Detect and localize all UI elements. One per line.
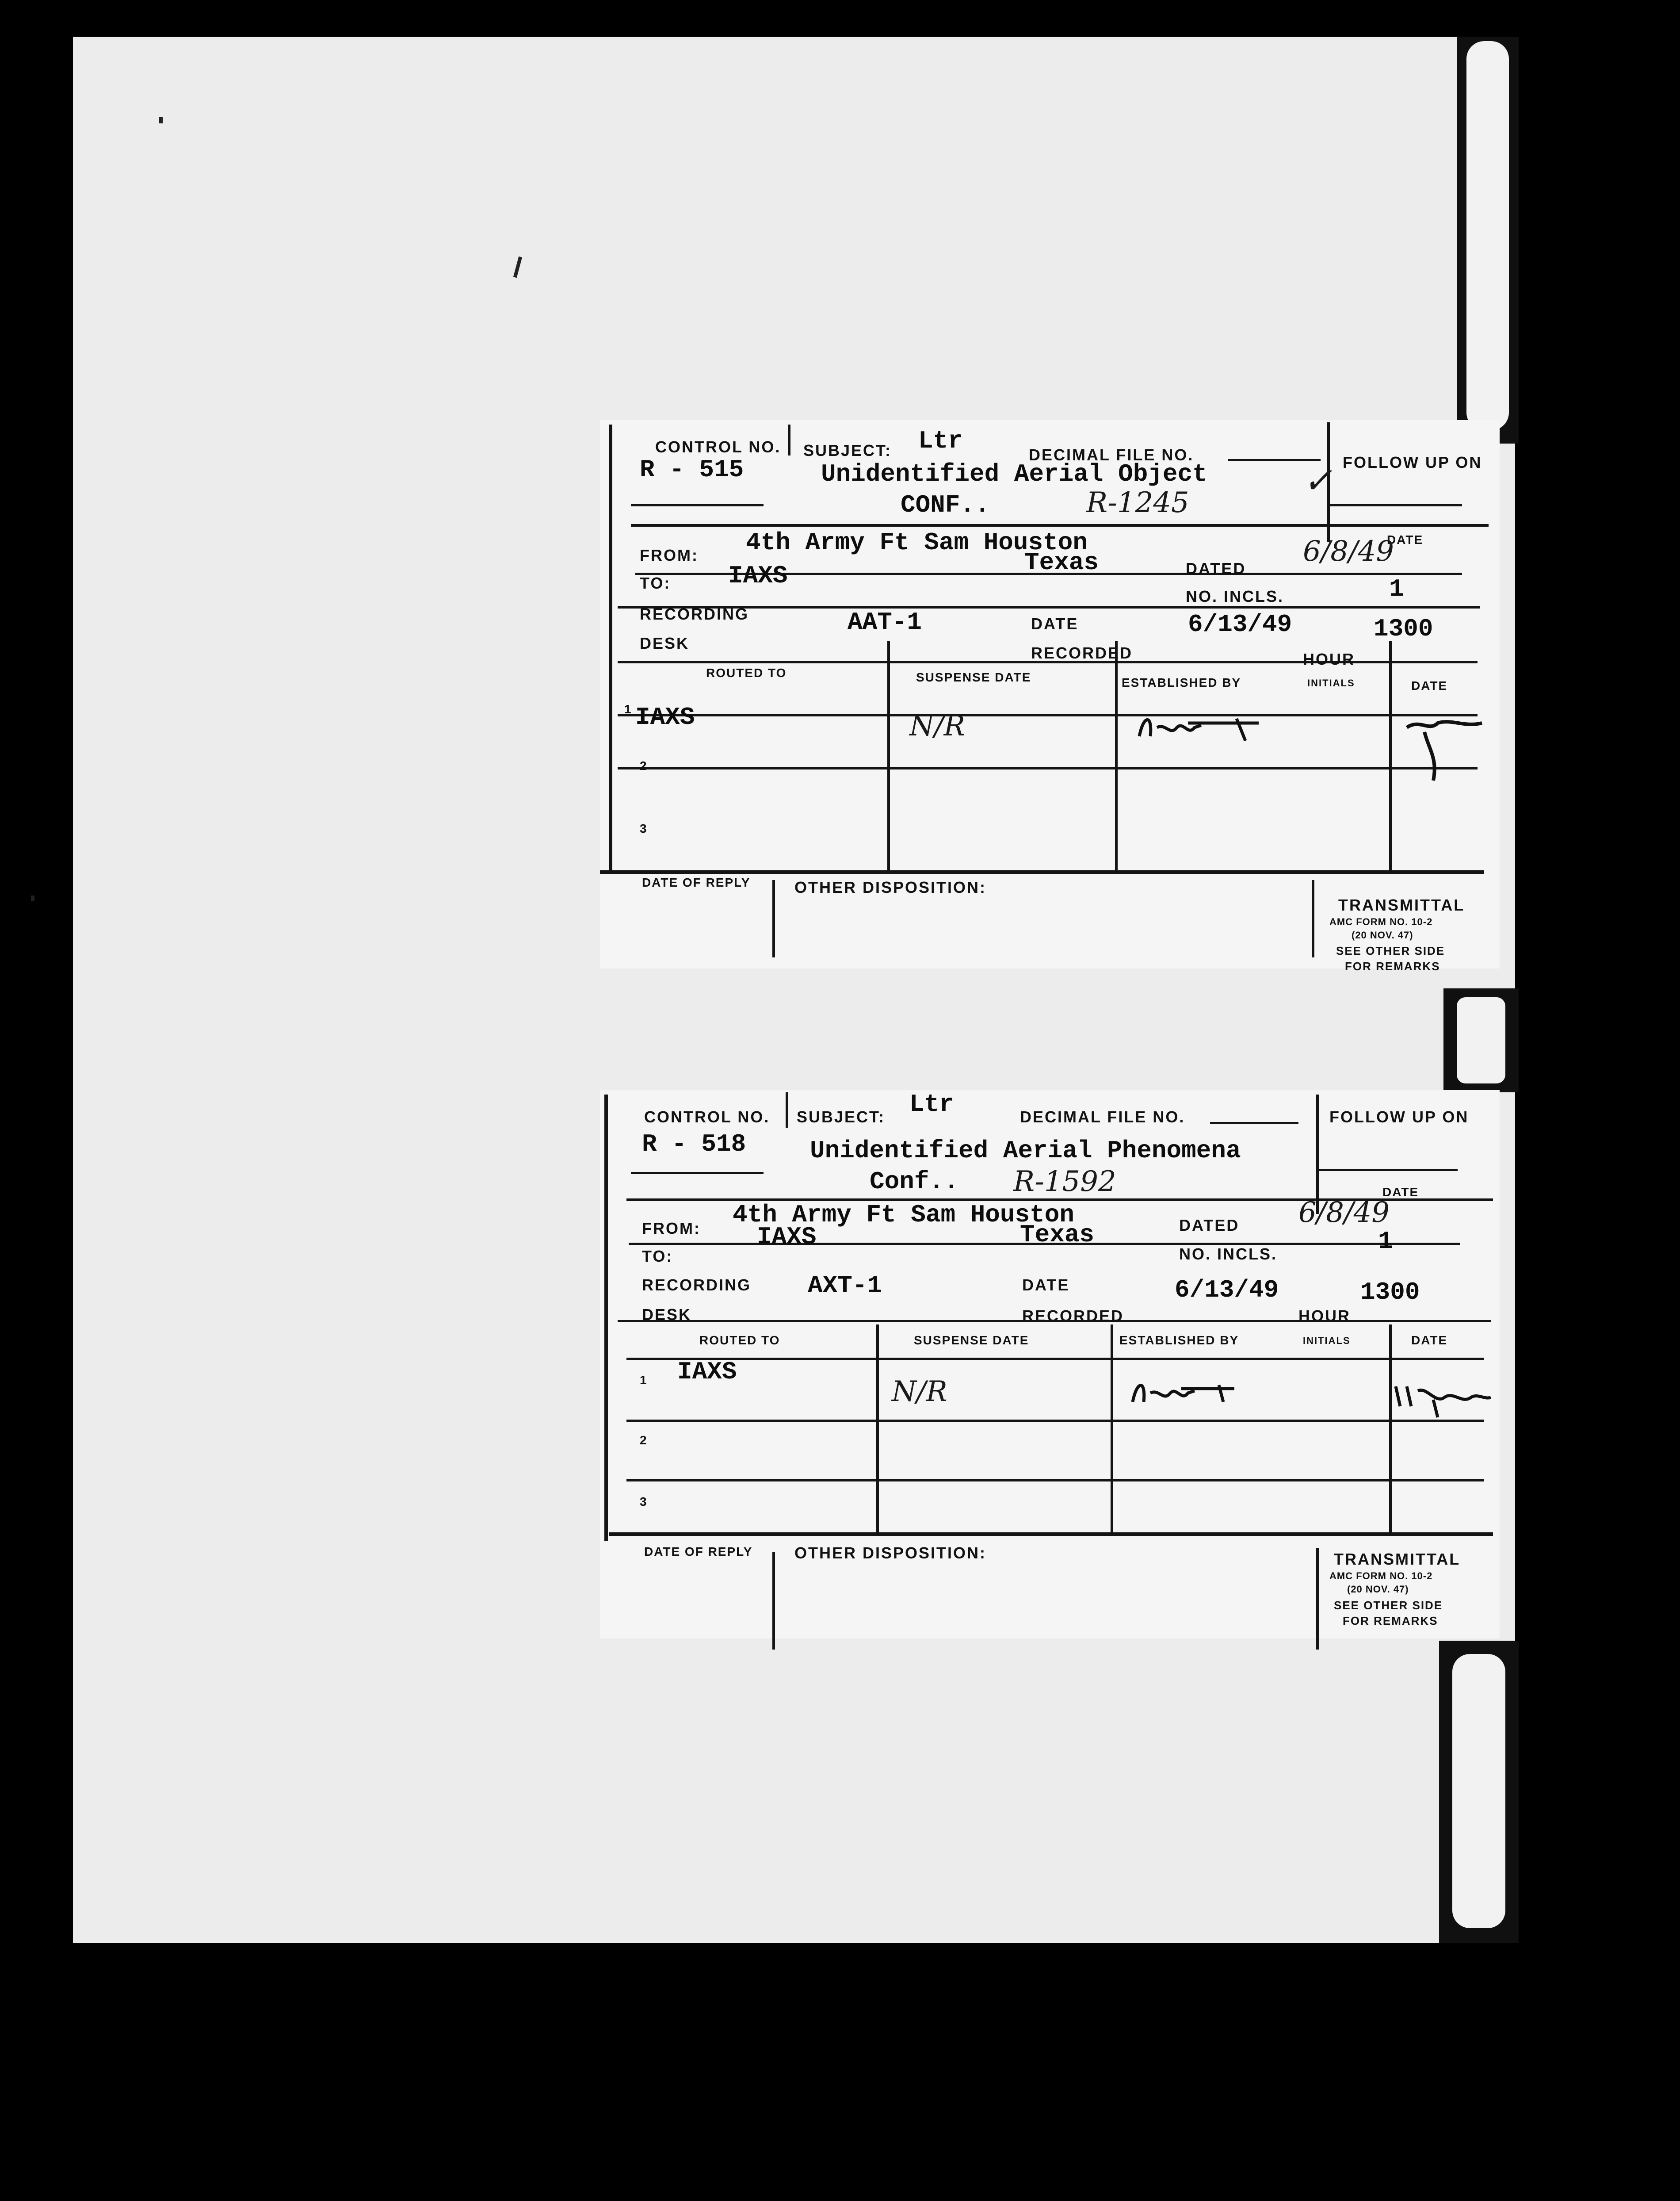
- to-value: IAXS: [728, 562, 788, 590]
- film-edge-bar-middle: [1443, 988, 1519, 1092]
- initials-header: INITIALS: [1307, 678, 1355, 689]
- recording-label: RECORDING: [640, 605, 749, 623]
- amc-form-label: AMC FORM NO. 10-2: [1329, 1570, 1433, 1581]
- desk-label: DESK: [640, 634, 690, 652]
- established-by-header: ESTABLISHED BY: [1122, 676, 1241, 689]
- date-of-reply-label: DATE OF REPLY: [642, 876, 751, 889]
- routed-to-1: IAXS: [635, 703, 695, 731]
- row-number-1: 1: [624, 702, 632, 716]
- control-no-label: CONTROL NO.: [655, 438, 781, 456]
- date-recorded-label-2: RECORDED: [1022, 1307, 1124, 1325]
- to-label: TO:: [640, 574, 671, 592]
- file-no-handwritten: R-1245: [1086, 486, 1189, 519]
- transmittal-form-1: [600, 420, 1500, 973]
- for-remarks-label: FOR REMARKS: [1343, 1614, 1438, 1627]
- control-no-value: R - 518: [642, 1130, 746, 1158]
- form-date-label: (20 NOV. 47): [1347, 1584, 1409, 1595]
- date-recorded-label-2: RECORDED: [1031, 644, 1133, 662]
- transmittal-label: TRANSMITTAL: [1338, 896, 1465, 914]
- subject-type: Ltr: [918, 427, 963, 455]
- routed-to-header: ROUTED TO: [699, 1333, 780, 1347]
- subject-value: Unidentified Aerial Phenomena: [810, 1137, 1241, 1165]
- subject-type: Ltr: [909, 1090, 954, 1118]
- hour-label: HOUR: [1298, 1307, 1351, 1325]
- film-edge-bar-top: [1457, 37, 1519, 444]
- suspense-date-header: SUSPENSE DATE: [916, 670, 1031, 684]
- date-of-reply-label: DATE OF REPLY: [644, 1545, 753, 1558]
- recording-desk-value: AAT-1: [848, 608, 922, 636]
- for-remarks-label: FOR REMARKS: [1345, 960, 1440, 973]
- classification-value: Conf..: [870, 1167, 959, 1196]
- control-no-label: CONTROL NO.: [644, 1108, 770, 1126]
- row-number-3: 3: [640, 1495, 648, 1508]
- initials-header: INITIALS: [1303, 1335, 1351, 1346]
- date-header: DATE: [1411, 1333, 1448, 1347]
- date-recorded-label-1: DATE: [1022, 1276, 1070, 1294]
- suspense-date-1: N/R: [909, 710, 965, 743]
- decimal-file-no-label: DECIMAL FILE NO.: [1020, 1108, 1185, 1126]
- from-label: FROM:: [642, 1219, 701, 1237]
- amc-form-label: AMC FORM NO. 10-2: [1329, 916, 1433, 927]
- other-disposition-label: OTHER DISPOSITION:: [794, 878, 987, 896]
- date-recorded-label-1: DATE: [1031, 615, 1079, 633]
- hour-value: 1300: [1374, 615, 1433, 643]
- document-sheet: [73, 37, 1515, 1943]
- suspense-date-header: SUSPENSE DATE: [914, 1333, 1029, 1347]
- date-header: DATE: [1411, 679, 1448, 693]
- other-disposition-label: OTHER DISPOSITION:: [794, 1544, 987, 1562]
- initials-signature: [1135, 710, 1268, 745]
- to-label: TO:: [642, 1247, 673, 1265]
- from-value: 4th Army Ft Sam Houston: [733, 1201, 1074, 1229]
- no-incls-label: NO. INCLS.: [1179, 1245, 1278, 1263]
- see-other-side-label: SEE OTHER SIDE: [1336, 944, 1445, 957]
- row-number-1: 1: [640, 1373, 648, 1387]
- follow-up-on-label: FOLLOW UP ON: [1343, 453, 1482, 471]
- from-label: FROM:: [640, 546, 699, 564]
- subject-label: SUBJECT:: [803, 441, 892, 459]
- follow-up-date-label: DATE: [1382, 1185, 1419, 1199]
- recording-desk-value: AXT-1: [808, 1271, 882, 1300]
- initials-signature: [1128, 1375, 1243, 1411]
- no-incls-value: 1: [1378, 1227, 1393, 1256]
- no-incls-label: NO. INCLS.: [1186, 587, 1284, 605]
- film-edge-bar-bottom: [1439, 1641, 1519, 1943]
- hour-value: 1300: [1360, 1278, 1420, 1306]
- routed-to-header: ROUTED TO: [706, 666, 787, 680]
- decimal-file-no-label: DECIMAL FILE NO.: [1029, 446, 1194, 464]
- dated-value: 6/8/49: [1298, 1196, 1390, 1229]
- date-recorded-value: 6/13/49: [1188, 610, 1292, 639]
- mark-speck: [159, 117, 163, 123]
- suspense-date-1: N/R: [892, 1375, 947, 1408]
- from-value-line2: Texas: [1020, 1221, 1095, 1249]
- transmittal-form-2: [600, 1090, 1500, 1638]
- file-no-handwritten: R-1592: [1013, 1165, 1116, 1198]
- date-recorded-value: 6/13/49: [1175, 1276, 1279, 1304]
- checkmark: ✓: [1303, 460, 1333, 501]
- date-scrawl-1: [1402, 710, 1491, 789]
- subject-label: SUBJECT:: [797, 1108, 886, 1126]
- no-incls-value: 1: [1389, 575, 1404, 603]
- follow-up-date-label: DATE: [1387, 533, 1424, 547]
- classification-value: CONF..: [901, 491, 990, 519]
- desk-label: DESK: [642, 1305, 692, 1324]
- follow-up-on-label: FOLLOW UP ON: [1329, 1108, 1469, 1126]
- dated-label: DATED: [1186, 559, 1246, 578]
- dated-label: DATED: [1179, 1216, 1240, 1234]
- from-value: 4th Army Ft Sam Houston: [746, 528, 1088, 557]
- established-by-header: ESTABLISHED BY: [1119, 1333, 1239, 1347]
- date-scrawl-1: [1391, 1373, 1493, 1422]
- control-no-value: R - 515: [640, 456, 744, 484]
- subject-value: Unidentified Aerial Object: [821, 460, 1207, 488]
- row-number-2: 2: [640, 1433, 648, 1447]
- recording-label: RECORDING: [642, 1276, 752, 1294]
- row-number-2: 2: [640, 759, 648, 773]
- hour-label: HOUR: [1303, 650, 1355, 668]
- transmittal-label: TRANSMITTAL: [1334, 1550, 1461, 1568]
- form-date-label: (20 NOV. 47): [1352, 930, 1413, 941]
- see-other-side-label: SEE OTHER SIDE: [1334, 1599, 1443, 1612]
- dated-value: 6/8/49: [1303, 535, 1394, 568]
- row-number-3: 3: [640, 822, 648, 835]
- to-value: IAXS: [757, 1223, 817, 1251]
- routed-to-1: IAXS: [677, 1358, 737, 1386]
- mark-speck: [31, 896, 34, 901]
- from-value-line2: Texas: [1024, 548, 1099, 577]
